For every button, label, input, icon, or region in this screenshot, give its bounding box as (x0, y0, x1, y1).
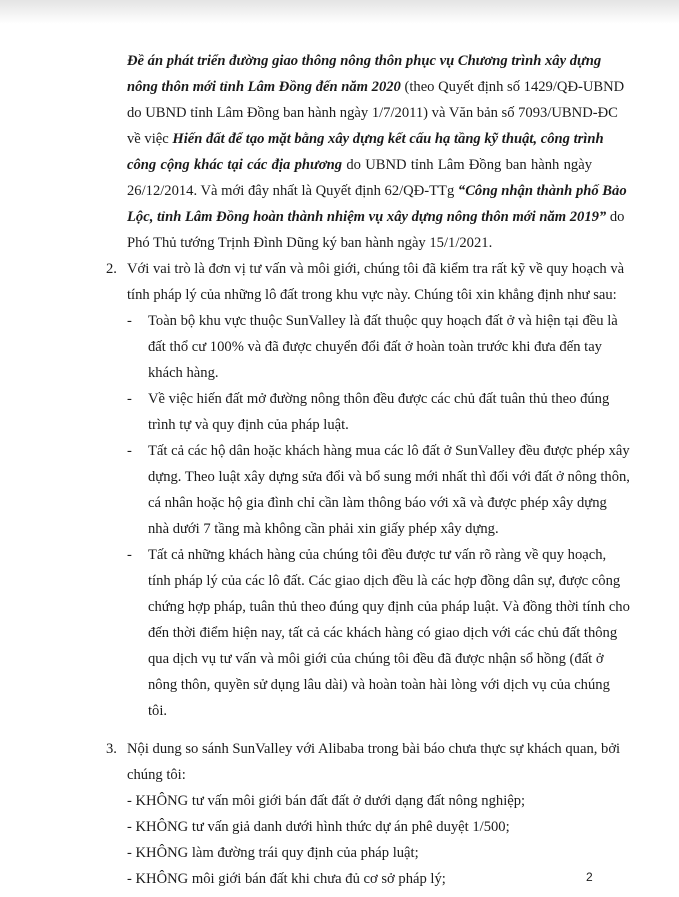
intro-line-4: về việc Hiến đất để tạo mặt bằng xây dựng kết cấu hạ tầng kỹ thuật, công trình (127, 131, 604, 147)
bullet-4-line-5: qua dịch vụ tư vấn và môi giới của chúng tôi đều đã được nhận sổ hồng (đất ở (148, 651, 604, 667)
bullet-dash: - (127, 547, 132, 563)
scan-shadow (0, 0, 679, 24)
bullet-3-line-3: cá nhân hoặc hộ gia đình chỉ cần làm thông báo với xã và được phép xây dựng (148, 495, 607, 511)
bullet-1-line-3: khách hàng. (148, 365, 219, 381)
bullet-2-line-2: trình tự và quy định của pháp luật. (148, 417, 349, 433)
intro-line-2: nông thôn mới tỉnh Lâm Đồng đến năm 2020 (theo Quyết định số 1429/QĐ-UBND (127, 79, 625, 95)
section-2-number: 2. (106, 261, 117, 277)
page-number: 2 (586, 870, 593, 884)
section-3-item-2: - KHÔNG tư vấn giả danh dưới hình thức dự án phê duyệt 1/500; (127, 819, 510, 835)
bullet-2-line-1: Về việc hiến đất mở đường nông thôn đều được các chủ đất tuân thủ theo đúng (148, 391, 610, 407)
intro-line-6: 26/12/2014. Và mới đây nhất là Quyết định 62/QĐ-TTg “Công nhận thành phố Bảo (127, 183, 627, 199)
bullet-4-line-2: tính pháp lý của các lô đất. Các giao dịch đều là các hợp đồng dân sự, được công (148, 573, 621, 589)
bullet-3-line-2: dựng. Theo luật xây dựng sửa đổi và bổ sung mới nhất thì đối với đất ở nông thôn, (148, 469, 630, 485)
intro-line-1: Đề án phát triển đường giao thông nông thôn phục vụ Chương trình xây dựng (127, 53, 602, 69)
bullet-dash: - (127, 391, 132, 407)
section-3-item-3: - KHÔNG làm đường trái quy định của pháp luật; (127, 845, 419, 861)
intro-line-3: do UBND tỉnh Lâm Đồng ban hành ngày 1/7/2011) và Văn bản số 7093/UBND-ĐC (127, 105, 618, 121)
bullet-1-line-1: Toàn bộ khu vực thuộc SunValley là đất thuộc quy hoạch đất ở và hiện tại đều là (148, 313, 618, 329)
bullet-4-line-7: tôi. (148, 703, 168, 719)
bullet-4-line-3: chứng hợp pháp, tuân thủ theo đúng quy định của pháp luật. Và đồng thời tính cho (148, 599, 630, 615)
section-2-line-2: tính pháp lý của những lô đất trong khu vực này. Chúng tôi xin khẳng định như sau: (127, 287, 617, 303)
bullet-dash: - (127, 313, 132, 329)
bullet-4-line-4: đến thời điểm hiện nay, tất cả các khách hàng có giao dịch với các chủ đất thông (148, 625, 618, 641)
section-3-item-1: - KHÔNG tư vấn môi giới bán đất đất ở dưới dạng đất nông nghiệp; (127, 793, 526, 809)
section-3-line-1: Nội dung so sánh SunValley với Alibaba trong bài báo chưa thực sự khách quan, bởi (127, 741, 621, 757)
section-3-item-4: - KHÔNG môi giới bán đất khi chưa đủ cơ sở pháp lý; (127, 871, 446, 887)
intro-line-5: công cộng khác tại các địa phương do UBND tỉnh Lâm Đồng ban hành ngày (127, 157, 592, 173)
section-3-number: 3. (106, 741, 117, 757)
bullet-4-line-1: Tất cả những khách hàng của chúng tôi đều được tư vấn rõ ràng về quy hoạch, (148, 547, 607, 563)
bullet-3-line-1: Tất cả các hộ dân hoặc khách hàng mua các lô đất ở SunValley đều được phép xây (148, 443, 630, 459)
bullet-dash: - (127, 443, 132, 459)
bullet-4-line-6: nông thôn, quyền sử dụng lâu dài) và hoàn toàn hài lòng với dịch vụ của chúng (148, 677, 610, 693)
intro-line-8: Phó Thủ tướng Trịnh Đình Dũng ký ban hành ngày 15/1/2021. (127, 235, 493, 251)
bullet-3-line-4: nhà dưới 7 tầng mà không cần phải xin giấy phép xây dựng. (148, 521, 499, 537)
intro-line-7: Lộc, tỉnh Lâm Đồng hoàn thành nhiệm vụ xây dựng nông thôn mới năm 2019” do (127, 209, 625, 225)
section-2-line-1: Với vai trò là đơn vị tư vấn và môi giới, chúng tôi đã kiểm tra rất kỹ về quy hoạch và (127, 261, 625, 277)
bullet-1-line-2: đất thổ cư 100% và đã được chuyển đổi đất ở hoàn toàn trước khi đưa đến tay (148, 339, 602, 355)
section-3-line-2: chúng tôi: (127, 767, 186, 783)
